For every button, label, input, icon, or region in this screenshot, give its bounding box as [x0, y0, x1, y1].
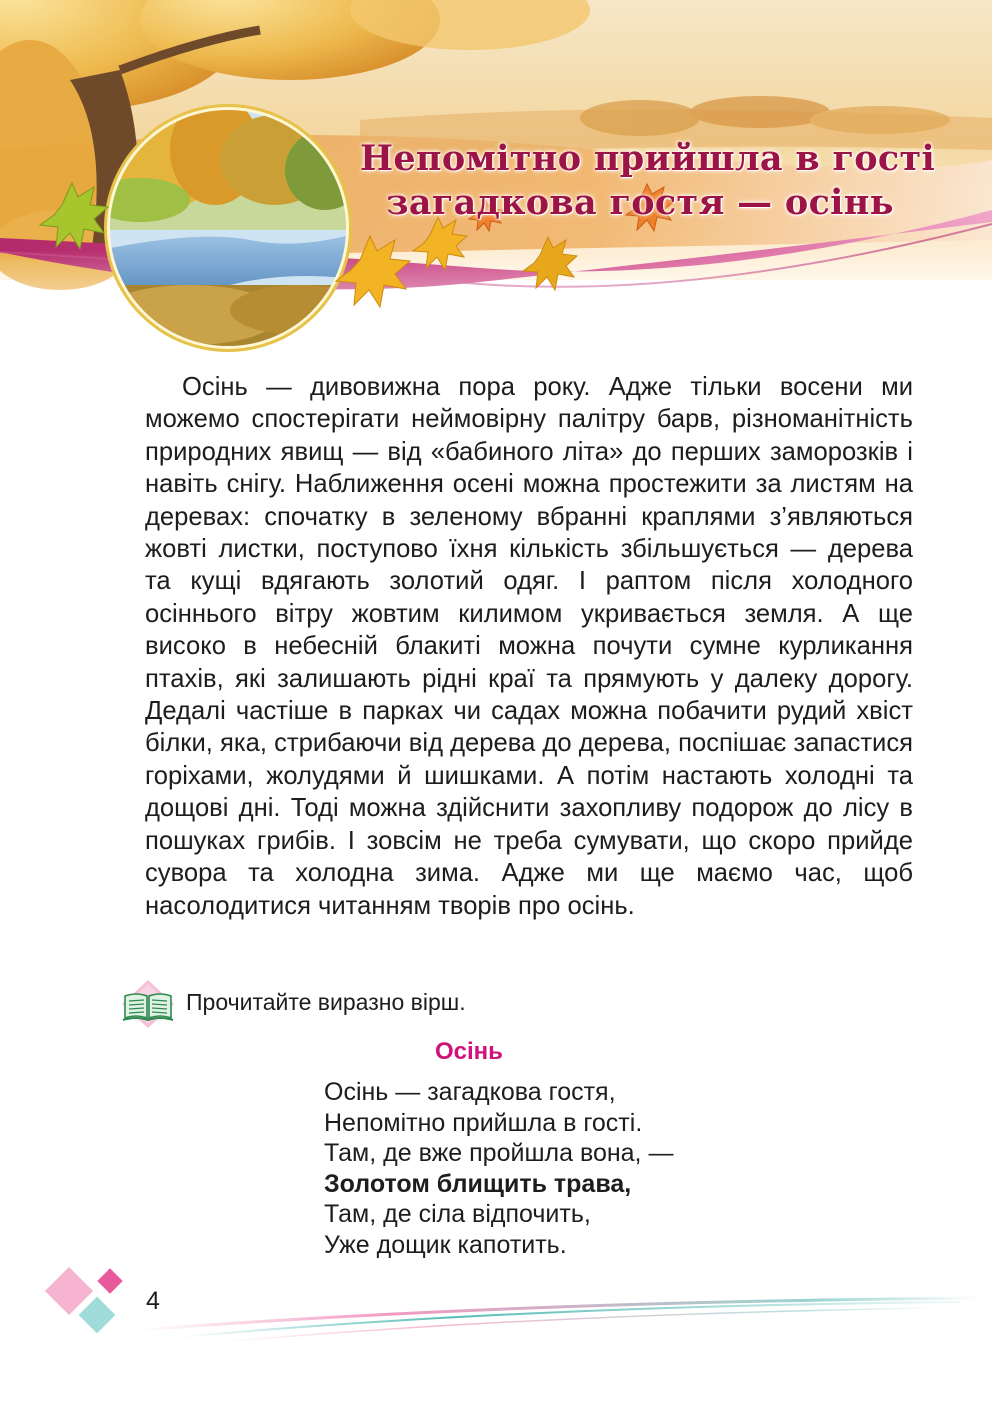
article-paragraph: Осінь — дивовижна пора року. Адже тільки восени ми можемо спостерігати неймовірну палітру барв, різноманітність природних явищ — від «бабиного літа» до перших заморозків і навіть снігу. Наближення осені можна простежити за листям на деревах: спочатку в зеленому вбранні краплями з’являються жовті листки, поступово їхня кількість збільшується — дерева та кущі вдягають золотий одяг. І раптом після холодного осіннього вітру жовтим килимом укривається земля. А ще високо в небесній блакиті можна почути сумне курликання птахів, які залишають рідні краї та прямують у далеку дорогу. Дедалі частіше в парках чи садах можна побачити рудий хвіст білки, яка, стрибаючи від дерева до дерева, поспішає запастися горіхами, жолудями й шишками. А потім настають холодні та дощові дні. Тоді можна здійснити захопливу подорож до лісу в пошуках грибів. І зовсім не треба сумувати, що скоро прийде сувора та холодна зима. Адже ми ще маємо час, щоб насолодитися читанням творів про осінь. [145, 373, 913, 920]
task-instruction [118, 978, 818, 1030]
poem-line: Там, де вже пройшла вона, — [324, 1139, 674, 1167]
task-text: Прочитайте виразно вірш. [186, 989, 466, 1015]
title-line-2: загадкова гостя — осінь [386, 182, 894, 224]
page-number: 4 [146, 1287, 160, 1315]
poem-line: Уже дощик капотить. [324, 1230, 567, 1259]
open-book-icon [118, 978, 178, 1030]
poem-line: Там, де сіла відпочить, [324, 1200, 591, 1228]
poem-title: Осінь [435, 1038, 503, 1065]
poem-line-bold: Золотом блищить трава, [324, 1169, 632, 1198]
poem-body [324, 1077, 673, 1260]
diamond-decoration [45, 1267, 123, 1333]
page-title [360, 137, 936, 225]
title-line-1: Непомітно прийшла в гості [360, 138, 936, 180]
article-text [145, 371, 913, 922]
poem-line: Непомітно прийшла в гості. [324, 1108, 643, 1137]
header-banner [0, 0, 992, 360]
poem-line: Осінь — загадкова гостя, [324, 1078, 616, 1106]
